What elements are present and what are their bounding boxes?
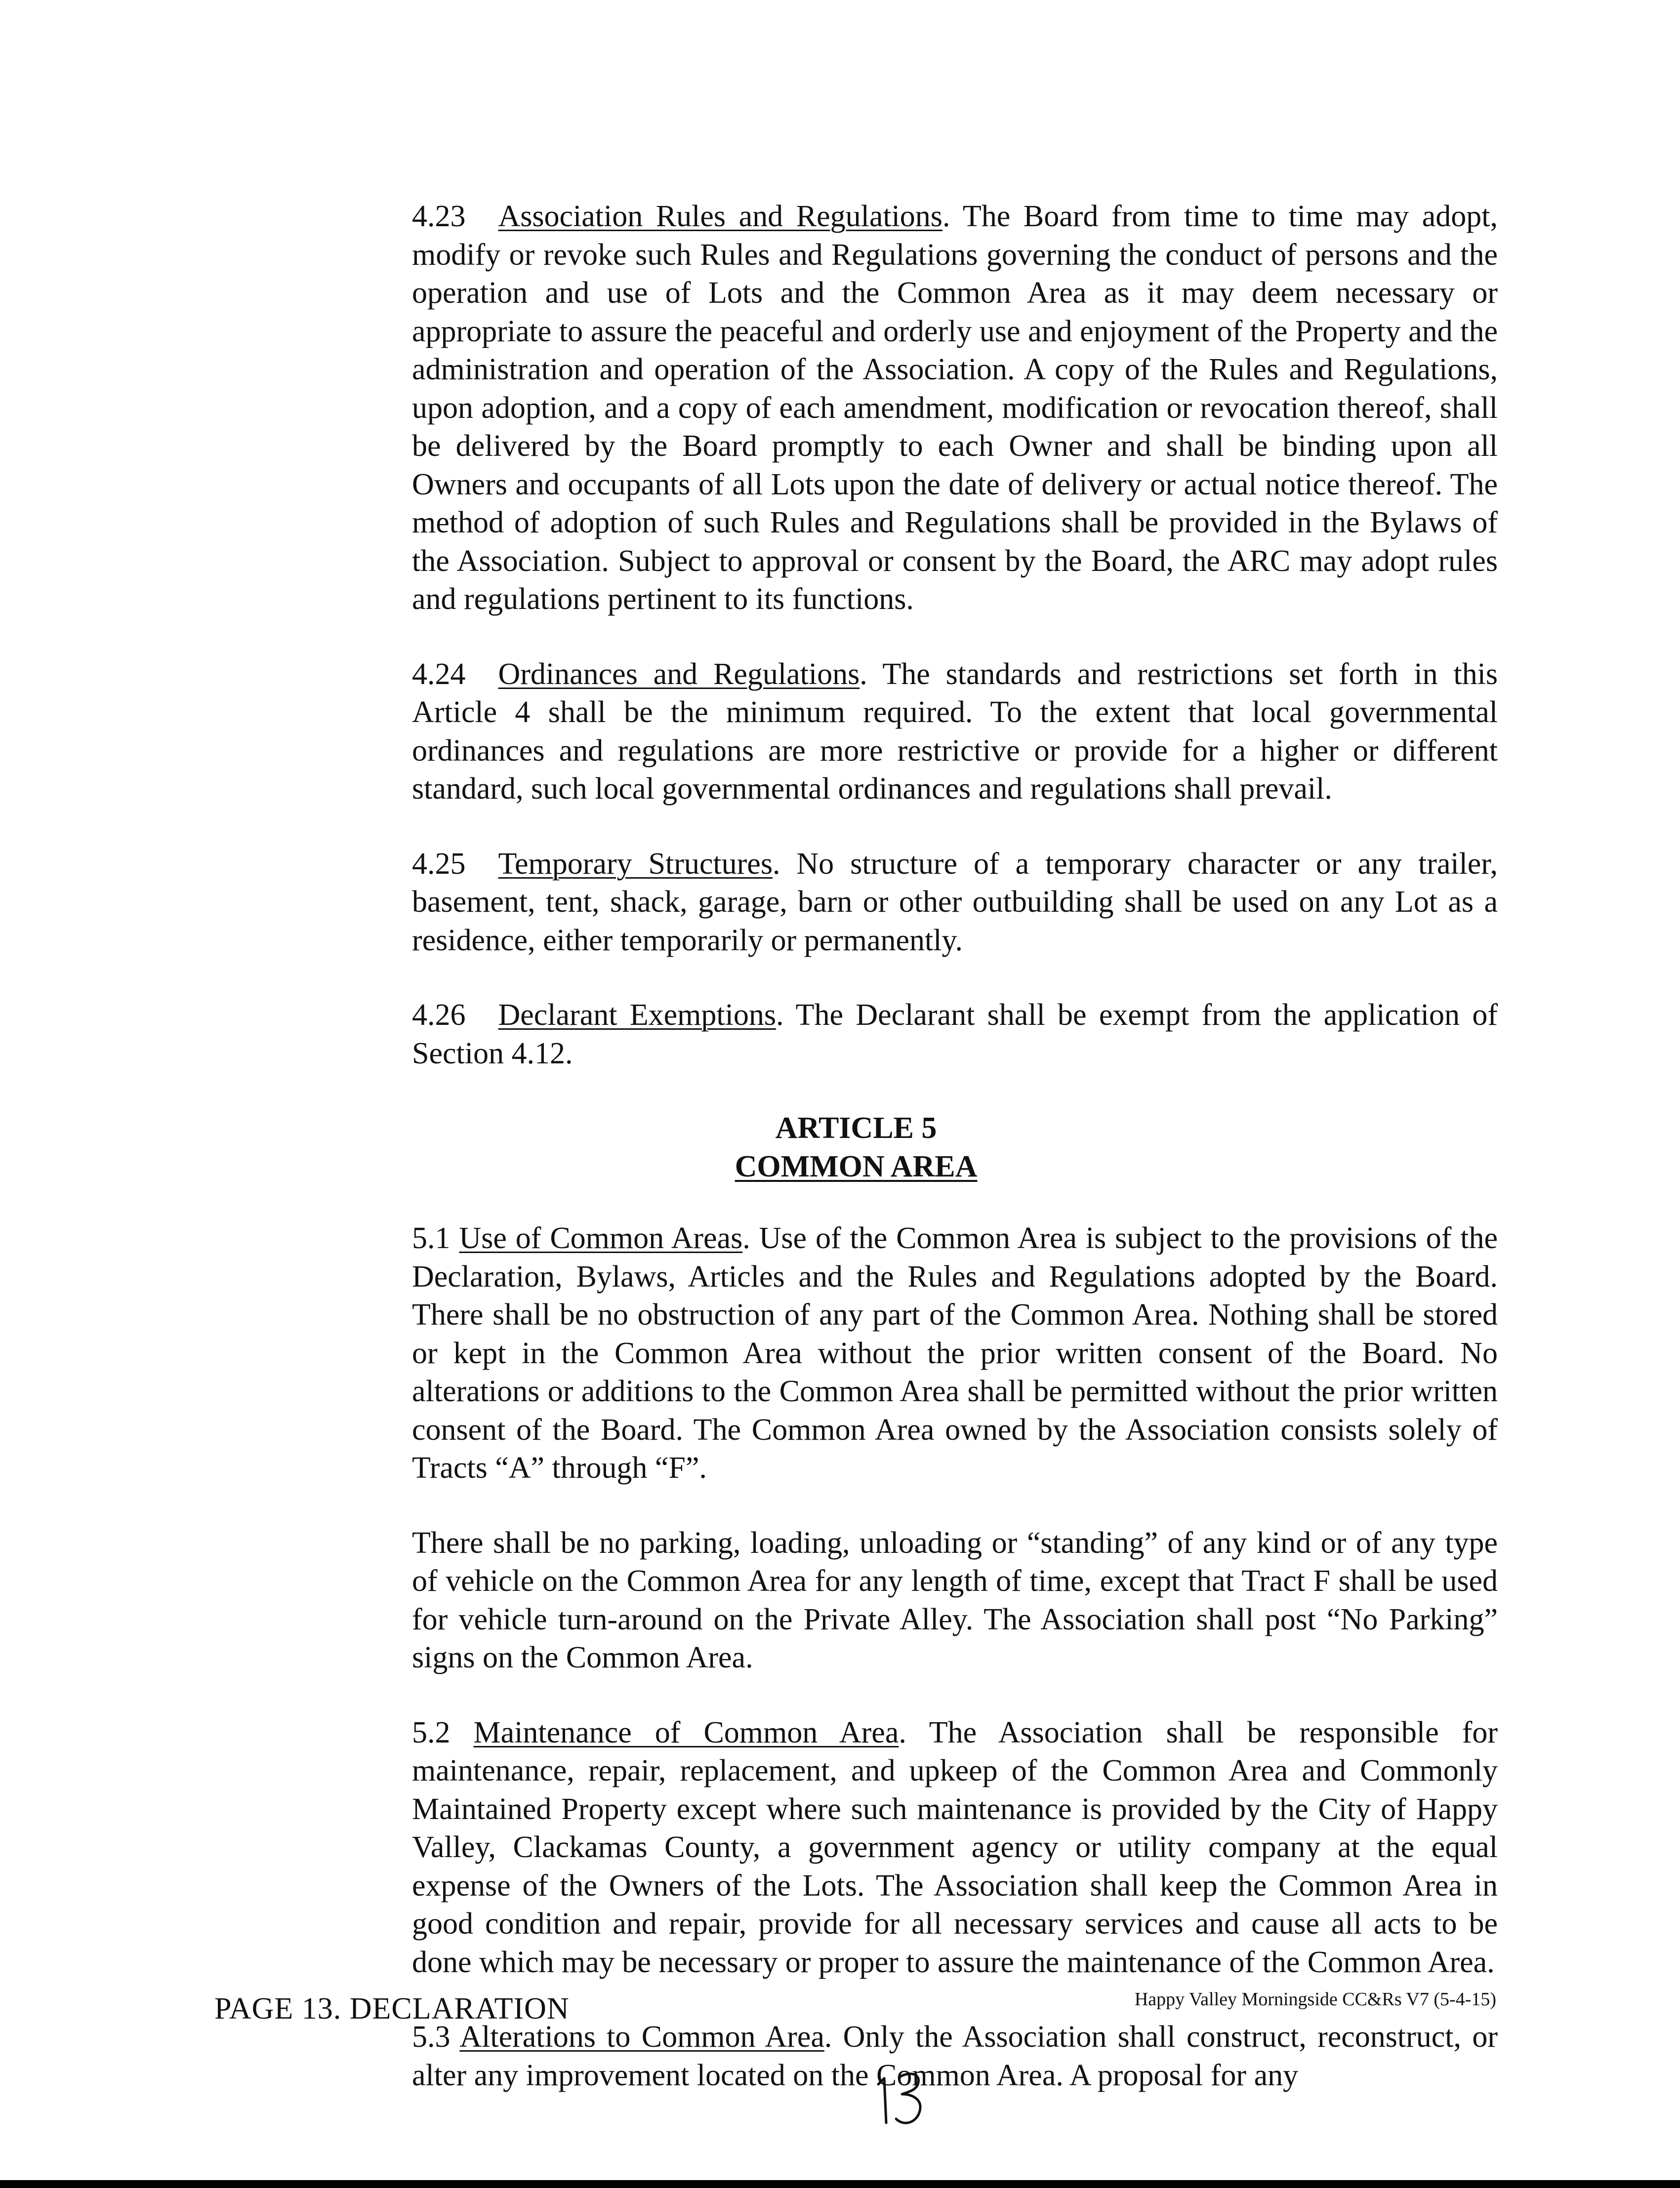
- section-number: 5.2: [412, 1715, 451, 1749]
- section-title: Association Rules and Regulations: [498, 200, 942, 233]
- section-text: . Use of the Common Area is subject to the provisions of the Declaration, Bylaws, Articles and the Rules and Regulations adopted by the Board. There shall be no obstruction of any part of the Common Area. Nothing shall be stored or kept in the Common Area without the prior written consent of the Board. No alterations or additions to the Common Area shall be permitted without the prior written consent of the Board. The Common Area owned by the Association consists solely of Tracts “A” through “F”.: [412, 1221, 1498, 1485]
- section-4-23: [214, 198, 1498, 619]
- section-text: There shall be no parking, loading, unloading or “standing” of any kind or of any type of vehicle on the Common Area for any length of time, except that Tract F shall be used for vehicle turn-around on the Private Alley. The Association shall post “No Parking” signs on the Common Area.: [412, 1526, 1498, 1674]
- section-title: Maintenance of Common Area: [473, 1715, 899, 1749]
- section-5-1-parking: [214, 1524, 1498, 1677]
- section-title: Declarant Exemptions: [498, 998, 776, 1032]
- section-text: . The standards and restrictions set forth in this Article 4 shall be the minimum required. To the extent that local governmental ordinances and regulations are more restrictive or provide for a higher or different standard, such local governmental ordinances and regulations shall prevail.: [412, 657, 1498, 806]
- section-number: 4.24: [412, 657, 466, 691]
- scan-edge: [0, 2180, 1680, 2188]
- section-4-25: [214, 845, 1498, 960]
- section-text: . The Association shall be responsible for maintenance, repair, replacement, and upkeep of the Common Area and Commonly Maintained Property except where such maintenance is provided by the City of Happy Valley, Clackamas County, a government agency or utility company at the equal expense of the Owners of the Lots. The Association shall keep the Common Area in good condition and repair, provide for all necessary services and cause all acts to be done which may be necessary or proper to assure the maintenance of the Common Area.: [412, 1715, 1498, 1979]
- page-label: PAGE 13. DECLARATION: [214, 1992, 570, 2026]
- section-text: . The Board from time to time may adopt, modify or revoke such Rules and Regulations governing the conduct of persons and the operation and use of Lots and the Common Area as it may deem necessary or appropriate to assure the peaceful and orderly use and enjoyment of the Property and the administration and operation of the Association. A copy of the Rules and Regulations, upon adoption, and a copy of each amendment, modification or revocation thereof, shall be delivered by the Board promptly to each Owner and shall be binding upon all Owners and occupants of all Lots upon the date of delivery or actual notice thereof. The method of adoption of such Rules and Regulations shall be provided in the Bylaws of the Association. Subject to approval or consent by the Board, the ARC may adopt rules and regulations pertinent to its functions.: [412, 200, 1498, 616]
- article-heading: [214, 1109, 1498, 1186]
- section-text: . The Declarant shall be exempt from the application of Section 4.12.: [412, 998, 1498, 1070]
- section-title: Ordinances and Regulations: [498, 657, 860, 691]
- document-reference: Happy Valley Morningside CC&Rs V7 (5-4-15): [1134, 1989, 1496, 2010]
- handwritten-page-number: [873, 2065, 942, 2134]
- section-text: . No structure of a temporary character or any trailer, basement, tent, shack, garage, barn or other outbuilding shall be used on any Lot as a residence, either temporarily or permanently.: [412, 847, 1498, 957]
- section-number: 4.25: [412, 847, 466, 881]
- document-body: [214, 198, 1498, 2095]
- section-title: Use of Common Areas: [459, 1221, 743, 1255]
- section-number: 4.26: [412, 998, 466, 1032]
- article-title: COMMON AREA: [735, 1149, 978, 1183]
- section-4-24: [214, 655, 1498, 809]
- section-number: 4.23: [412, 200, 466, 233]
- section-number: 5.1: [412, 1221, 451, 1255]
- section-title: Temporary Structures: [498, 847, 773, 881]
- section-5-2: [214, 1714, 1498, 1982]
- section-4-26: [214, 996, 1498, 1073]
- section-number: 5.3: [412, 2020, 451, 2054]
- section-title: Alterations to Common Area: [459, 2020, 824, 2054]
- section-5-1: [214, 1219, 1498, 1488]
- section-5-3: [214, 2018, 1498, 2095]
- article-number: ARTICLE 5: [775, 1111, 937, 1145]
- section-text: . Only the Association shall construct, reconstruct, or alter any improvement located on the Common Area. A proposal for any: [412, 2020, 1498, 2092]
